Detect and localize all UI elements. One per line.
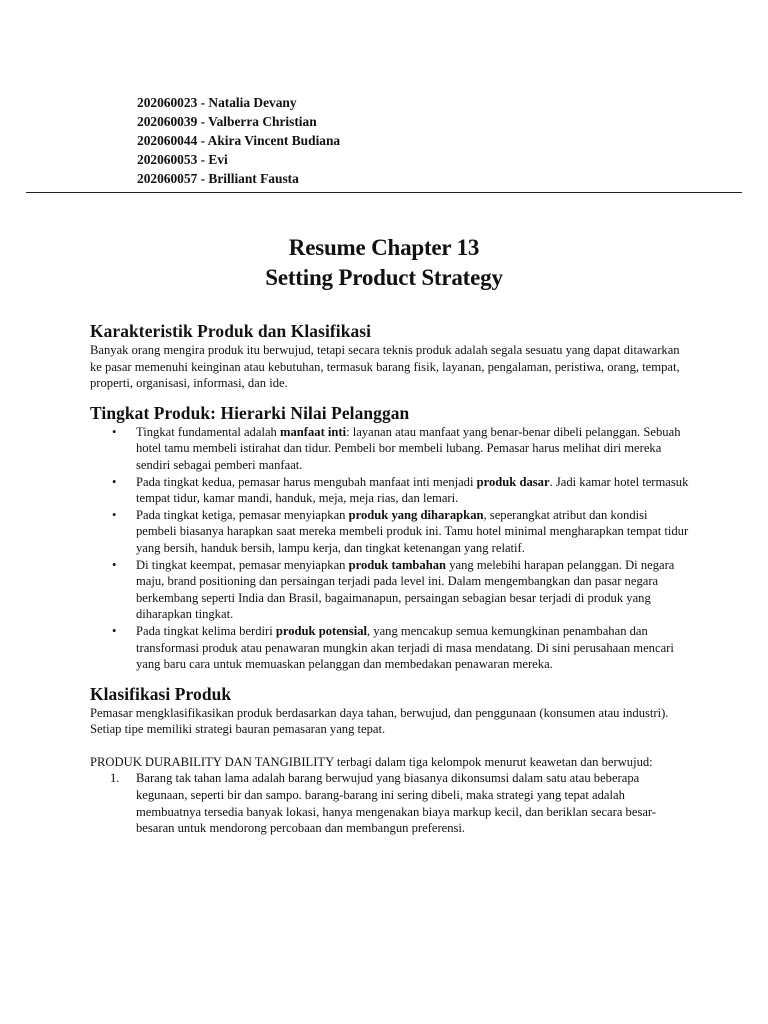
item-keyword: produk yang diharapkan xyxy=(348,507,484,522)
item-keyword: manfaat inti xyxy=(279,424,347,439)
document-body xyxy=(90,320,690,837)
document-title xyxy=(0,233,768,293)
title-line-2: Setting Product Strategy xyxy=(265,265,503,290)
item-keyword: produk dasar xyxy=(476,474,550,489)
item-text: . Jadi kamar hotel termasuk tempat tidur, kamar mandi, handuk, meja, meja rias, dan lemari. xyxy=(136,474,689,506)
item-text: Pada tingkat kedua, pemasar harus mengubah manfaat inti menjadi xyxy=(136,474,477,489)
item-keyword: produk potensial xyxy=(275,623,367,638)
section-paragraph: Banyak orang mengira produk itu berwujud, tetapi secara teknis produk adalah segala sesuatu yang dapat ditawarkan ke pasar memenuhi keinginan atau kebutuhan, termasuk barang fisik, layanan, pengalaman, peristiwa, orang, tempat, properti, organisasi, informasi, dan ide. xyxy=(90,343,680,391)
list-number: 1. xyxy=(110,771,120,786)
header-divider xyxy=(26,192,742,193)
title-line-1: Resume Chapter 13 xyxy=(288,235,480,260)
bullet-icon: • xyxy=(112,474,117,489)
member-line: 202060023 - Natalia Devany xyxy=(137,95,297,110)
member-line: 202060039 - Valberra Christian xyxy=(137,114,317,129)
item-text: yang melebihi harapan pelanggan. Di negara maju, brand positioning dan persaingan terjadi pada level ini. Dalam mengembangkan dan pasar negara berkembang seperti India dan Brasil, bagaimanapun, persaingan sebagian besar terjadi di produk yang diharapkan tingkat. xyxy=(136,557,675,622)
member-line: 202060053 - Evi xyxy=(137,152,228,167)
item-text: Di tingkat keempat, pemasar menyiapkan xyxy=(136,557,349,572)
item-text: Pada tingkat kelima berdiri xyxy=(136,623,276,638)
durability-list xyxy=(90,770,690,836)
member-line: 202060057 - Brilliant Fausta xyxy=(137,171,299,186)
bullet-icon: • xyxy=(112,424,117,439)
item-text: Tingkat fundamental adalah xyxy=(136,424,280,439)
item-text: , seperangkat atribut dan kondisi pembeli biasanya harapkan saat mereka membeli produk ini. Tamu hotel minimal mengharapkan tempat tidur yang bersih, handuk bersih, lampu kerja, dan tingkat ketenangan yang relatif. xyxy=(136,507,689,555)
section-paragraph: Pemasar mengklasifikasikan produk berdasarkan daya tahan, berwujud, dan penggunaan (konsumen atau industri). Setiap tipe memiliki strategi bauran pemasaran yang tepat. xyxy=(90,705,669,737)
item-keyword: produk tambahan xyxy=(348,557,447,572)
bullet-icon: • xyxy=(112,557,117,572)
member-line: 202060044 - Akira Vincent Budiana xyxy=(137,133,341,148)
list-item xyxy=(90,474,690,507)
item-text: : layanan atau manfaat yang benar-benar dibeli pelanggan. Sebuah hotel tamu membeli istirahat dan tidur. Pembeli bor membeli lubang. Pemasar harus melihat diri mereka sendiri sebagai pemberi manfaat. xyxy=(136,424,681,472)
item-text: Pada tingkat ketiga, pemasar menyiapkan xyxy=(136,507,349,522)
list-item xyxy=(90,507,690,557)
section-heading-klasifikasi: Klasifikasi Produk xyxy=(90,683,232,704)
bullet-icon: • xyxy=(112,623,117,638)
list-item xyxy=(90,557,690,623)
product-level-list xyxy=(90,424,690,673)
list-item xyxy=(90,424,690,474)
list-item xyxy=(90,770,690,836)
item-text: , yang mencakup semua kemungkinan penambahan dan transformasi produk atau penawaran mungkin akan terjadi di masa mendatang. Di sini perusahaan mencari yang baru cara untuk memuaskan pelanggan dan membedakan penawaran mereka. xyxy=(136,623,674,672)
section-heading-tingkat-produk: Tingkat Produk: Hierarki Nilai Pelanggan xyxy=(90,402,410,423)
item-text: Barang tak tahan lama adalah barang berwujud yang biasanya dikonsumsi dalam satu atau beberapa kegunaan, seperti bir dan sampo. barang-barang ini sering dibeli, maka strategi yang tepat adalah membuatnya tersedia banyak lokasi, hanya mengenakan biaya markup kecil, dan beriklan secara besar-besaran untuk mendorong percobaan dan membangun preferensi. xyxy=(136,771,657,836)
section-heading-karakteristik: Karakteristik Produk dan Klasifikasi xyxy=(90,321,372,341)
group-members xyxy=(137,93,340,188)
section-paragraph: PRODUK DURABILITY DAN TANGIBILITY terbagi dalam tiga kelompok menurut keawetan dan berwujud: xyxy=(90,754,653,769)
list-item xyxy=(90,623,690,673)
bullet-icon: • xyxy=(112,507,117,522)
